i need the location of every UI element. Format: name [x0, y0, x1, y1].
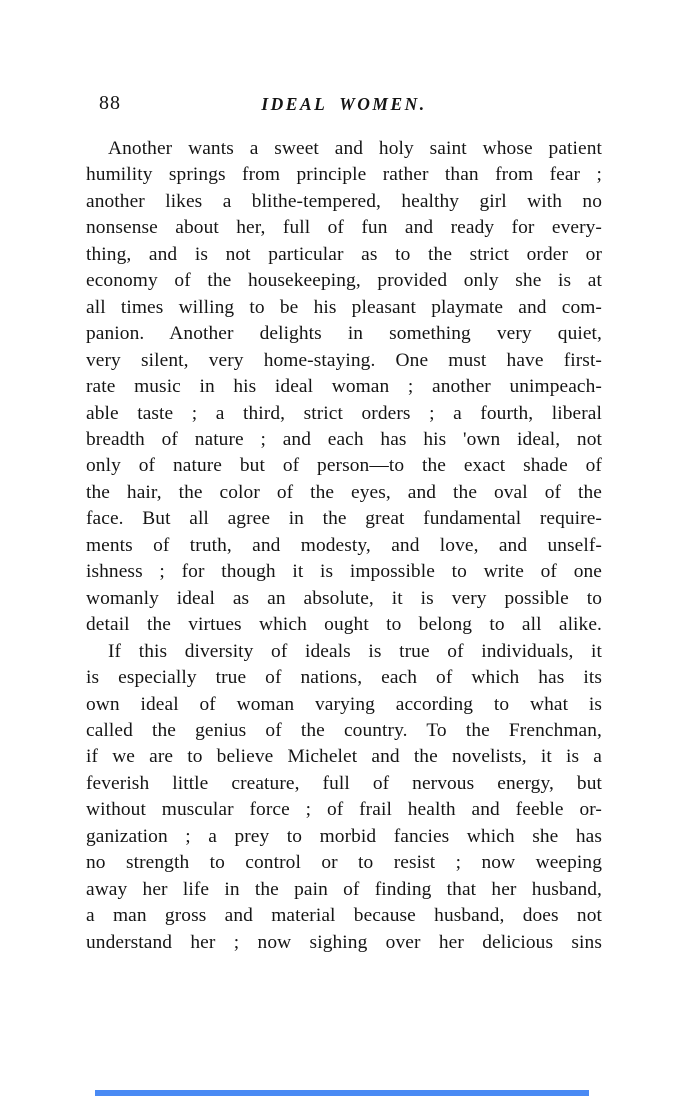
- text-column: [86, 136, 602, 956]
- running-head-title: IDEAL WOMEN.: [261, 94, 427, 114]
- text-line: if we are to believe Michelet and the novelists, it is a: [86, 746, 602, 768]
- text-line: is especially true of nations, each of which has its: [86, 667, 602, 689]
- text-line: own ideal of woman varying according to what is: [86, 693, 602, 715]
- text-line: ishness ; for though it is impossible to write of one: [86, 561, 602, 583]
- text-line: womanly ideal as an absolute, it is very possible to: [86, 587, 602, 609]
- text-line: thing, and is not particular as to the strict order or: [86, 243, 602, 265]
- text-line: ments of truth, and modesty, and love, and unself-: [86, 534, 602, 556]
- text-line: detail the virtues which ought to belong to all alike.: [86, 614, 602, 636]
- text-line: Another wants a sweet and holy saint whose patient: [108, 138, 602, 159]
- text-line: without muscular force ; of frail health and feeble or-: [86, 799, 602, 821]
- text-line: economy of the housekeeping, provided only she is at: [86, 270, 602, 292]
- text-line: breadth of nature ; and each has his 'own ideal, not: [86, 428, 602, 450]
- text-line: called the genius of the country. To the Frenchman,: [86, 719, 602, 741]
- page-number: 88: [99, 92, 121, 114]
- text-line: a man gross and material because husband, does not: [86, 905, 602, 927]
- text-line: ganization ; a prey to morbid fancies which she has: [86, 825, 602, 847]
- text-line: the hair, the color of the eyes, and the oval of the: [86, 481, 602, 503]
- bottom-bar: [95, 1090, 589, 1096]
- text-line: rate music in his ideal woman ; another unimpeach-: [86, 376, 602, 398]
- text-line: understand her ; now sighing over her delicious sins: [86, 931, 602, 953]
- text-line: feverish little creature, full of nervous energy, but: [86, 772, 602, 794]
- text-line: very silent, very home-staying. One must have first-: [86, 349, 602, 371]
- text-line: nonsense about her, full of fun and ready for every-: [86, 217, 602, 239]
- text-line: If this diversity of ideals is true of individuals, it: [108, 640, 602, 662]
- text-line: panion. Another delights in something very quiet,: [86, 323, 602, 345]
- page-header: [86, 0, 602, 118]
- text-line: humility springs from principle rather than from fear ;: [86, 164, 602, 186]
- text-line: able taste ; a third, strict orders ; a fourth, liberal: [86, 402, 602, 424]
- text-line: another likes a blithe-tempered, healthy girl with no: [86, 190, 602, 212]
- text-line: face. But all agree in the great fundamental require-: [86, 508, 602, 530]
- text-line: only of nature but of person—to the exact shade of: [86, 455, 602, 477]
- text-line: away her life in the pain of finding that her husband,: [86, 878, 602, 900]
- text-line: no strength to control or to resist ; now weeping: [86, 852, 602, 874]
- text-line: all times willing to be his pleasant playmate and com-: [86, 296, 602, 318]
